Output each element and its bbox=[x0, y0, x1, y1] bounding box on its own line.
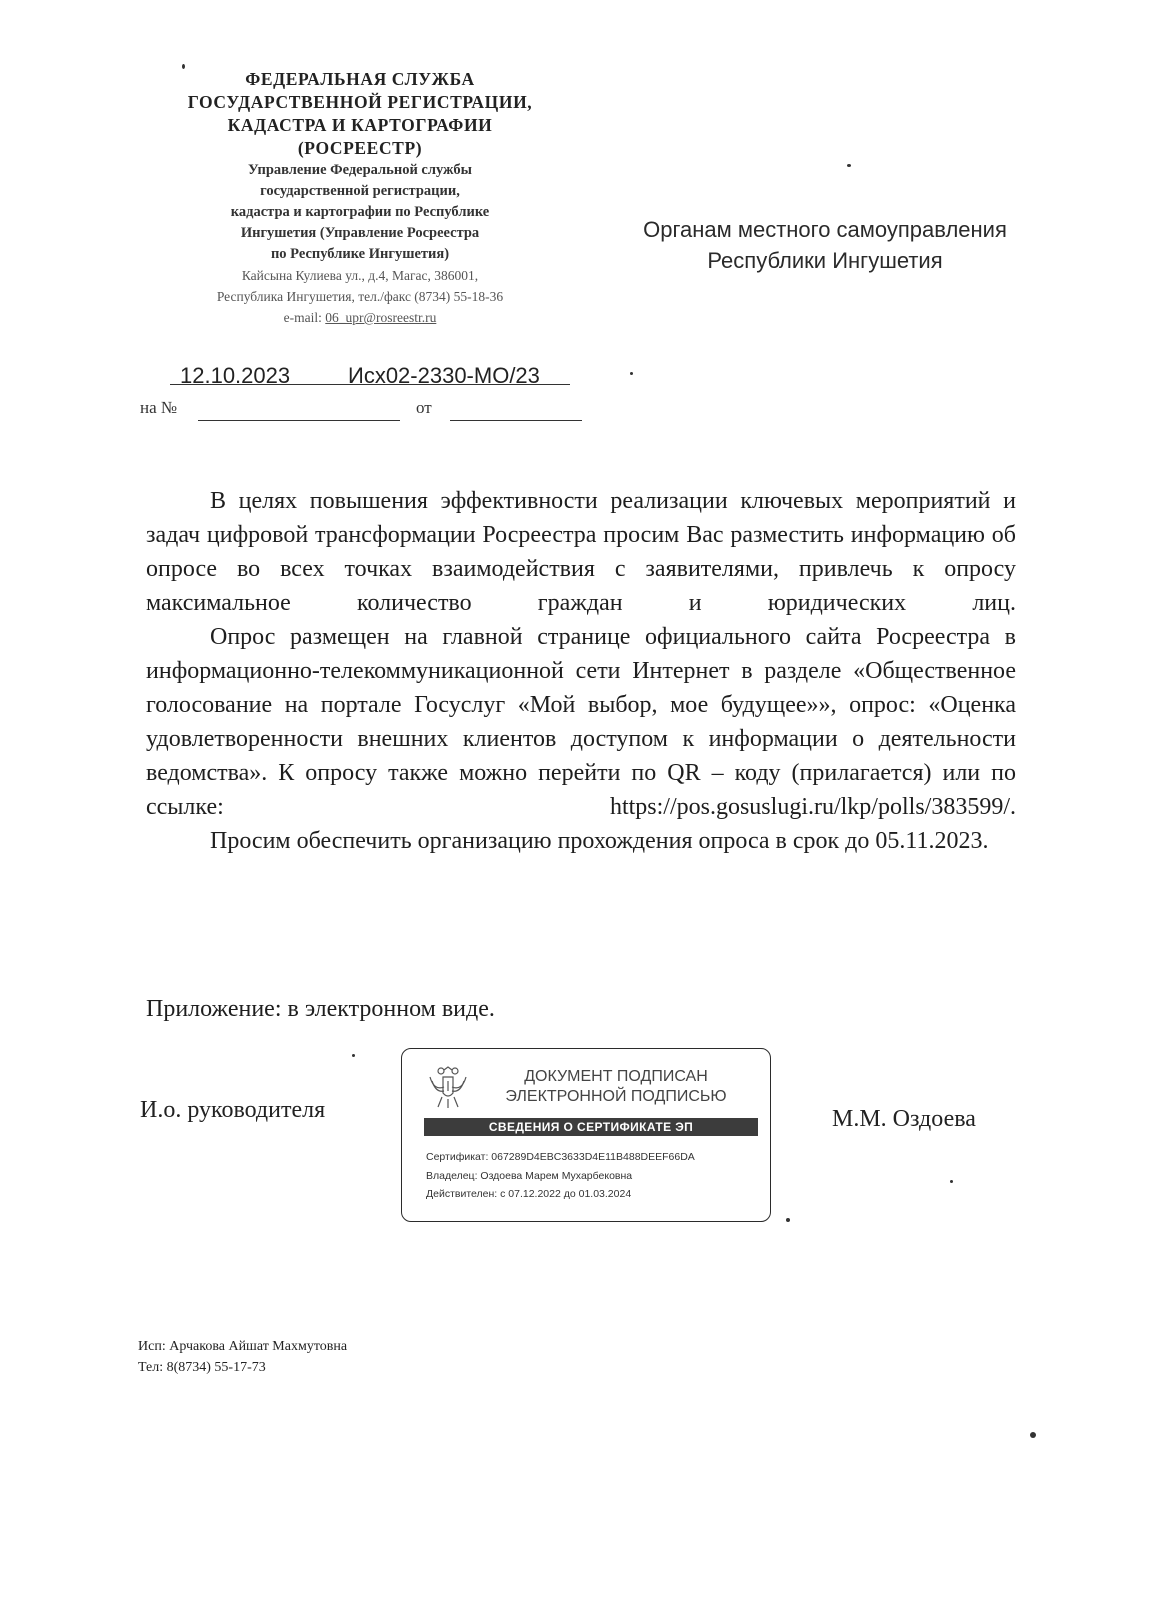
reference-number-blank bbox=[198, 420, 400, 421]
scan-speck bbox=[630, 372, 633, 375]
office-email-link[interactable]: 06_upr@rosreestr.ru bbox=[325, 310, 437, 325]
office-name-line: кадастра и картографии по Республике bbox=[230, 204, 490, 220]
attachment-note: Приложение: в электронном виде. bbox=[146, 996, 495, 1022]
reference-date-blank bbox=[450, 420, 582, 421]
certificate-owner: Владелец: Оздоева Марем Мухарбековна bbox=[426, 1170, 633, 1182]
stamp-title bbox=[486, 1067, 746, 1107]
electronic-signature-stamp bbox=[401, 1048, 771, 1222]
reference-number-label: на № bbox=[140, 398, 178, 417]
office-phone: Республика Ингушетия, тел./факс (8734) 55-18-36 bbox=[216, 289, 504, 304]
office-name-line: Управление Федеральной службы bbox=[248, 162, 472, 178]
letter-body bbox=[146, 484, 1016, 858]
executor-phone: Тел: 8(8734) 55-17-73 bbox=[138, 1360, 266, 1375]
scan-speck bbox=[1030, 1432, 1036, 1438]
body-paragraph: В целях повышения эффективности реализации ключевых мероприятий и задач цифровой трансформации Росреестра просим Вас разместить информацию об опросе во всех точках взаимодействия с заявителями, привлечь к опросу максимальное количество граждан и юридических лиц. bbox=[146, 488, 1016, 616]
scan-speck bbox=[847, 164, 851, 167]
agency-name-line: ГОСУДАРСТВЕННОЙ РЕГИСТРАЦИИ, bbox=[187, 92, 533, 112]
addressee-line: Органам местного самоуправления bbox=[643, 217, 1007, 242]
scan-speck bbox=[352, 1054, 355, 1057]
double-headed-eagle-icon bbox=[424, 1061, 472, 1111]
body-paragraph: Опрос размещен на главной странице официального сайта Росреестра в информационно-телекоммуникационной сети Интернет в разделе «Общественное голосование на портале Госуслуг «Мой выбор, мое будущее»», опрос: «Оценка удовлетворенности внешних клиентов доступом к информации о деятельности ведомства». К опросу также можно перейти по QR – коду (прилагается) или по ссылке: https://pos.gosuslugi.ru/lkp/polls/383599/. bbox=[146, 624, 1016, 820]
body-paragraph: Просим обеспечить организацию прохождения опроса в срок до 05.11.2023. bbox=[210, 828, 989, 854]
scan-speck bbox=[182, 64, 185, 69]
scan-speck bbox=[786, 1218, 790, 1222]
certificate-info-bar: СВЕДЕНИЯ О СЕРТИФИКАТЕ ЭП bbox=[424, 1118, 758, 1136]
agency-letterhead bbox=[165, 68, 555, 328]
executor-name: Исп: Арчакова Айшат Махмутовна bbox=[138, 1339, 348, 1354]
reference-date-label: от bbox=[416, 398, 432, 417]
registration-underline bbox=[170, 384, 570, 385]
registration-number: Исх02-2330-МО/23 bbox=[348, 363, 540, 388]
agency-name-line: КАДАСТРА И КАРТОГРАФИИ bbox=[227, 115, 493, 135]
executor-info bbox=[138, 1336, 347, 1378]
email-label: e-mail: bbox=[283, 310, 322, 325]
signer-position: И.о. руководителя bbox=[140, 1097, 326, 1123]
agency-name-line: (РОСРЕЕСТР) bbox=[297, 138, 423, 158]
addressee-block bbox=[580, 214, 1070, 276]
certificate-validity: Действителен: с 07.12.2022 до 01.03.2024 bbox=[426, 1188, 632, 1200]
agency-name-line: ФЕДЕРАЛЬНАЯ СЛУЖБА bbox=[245, 69, 475, 89]
stamp-title-line: ДОКУМЕНТ ПОДПИСАН bbox=[524, 1068, 708, 1085]
stamp-title-line: ЭЛЕКТРОННОЙ ПОДПИСЬЮ bbox=[505, 1088, 727, 1105]
office-name-line: государственной регистрации, bbox=[260, 183, 460, 199]
signer-name: М.М. Оздоева bbox=[832, 1106, 976, 1132]
office-email-row bbox=[165, 307, 555, 328]
office-name-line: Ингушетия (Управление Росреестра bbox=[240, 225, 480, 241]
addressee-line: Республики Ингушетия bbox=[707, 248, 943, 273]
certificate-serial: Сертификат: 067289D4EBC3633D4E11B488DEEF66DA bbox=[426, 1151, 695, 1163]
office-address: Кайсына Кулиева ул., д.4, Магас, 386001, bbox=[241, 268, 479, 283]
scan-speck bbox=[950, 1180, 953, 1183]
registration-date: 12.10.2023 bbox=[180, 363, 291, 388]
office-name-line: по Республике Ингушетия) bbox=[270, 246, 450, 262]
